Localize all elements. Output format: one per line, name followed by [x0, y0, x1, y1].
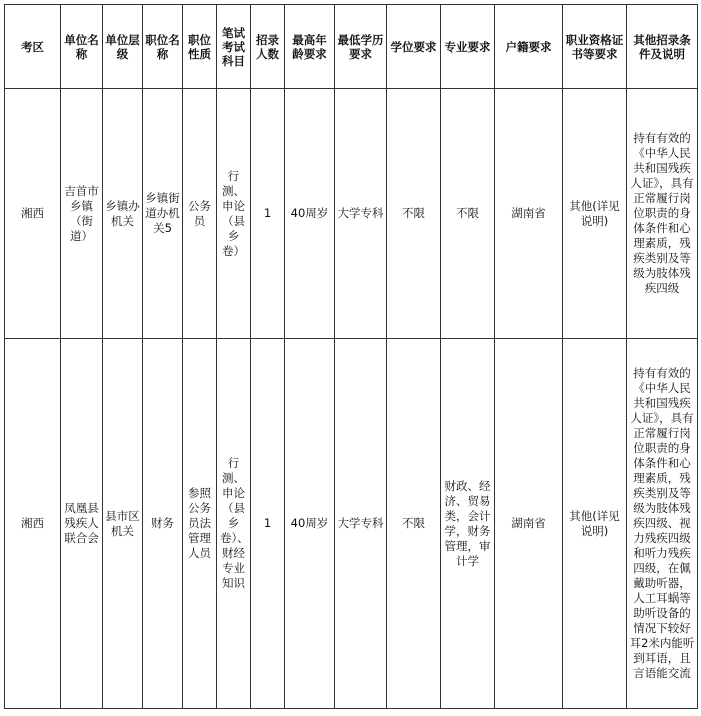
header-cell-major: 专业要求 — [441, 5, 495, 89]
cell-region: 湘西 — [5, 339, 61, 709]
cell-headcount: 1 — [251, 339, 285, 709]
cell-major: 财政、经济、贸易类，会计学，财务管理，审计学 — [441, 339, 495, 709]
header-cell-region: 考区 — [5, 5, 61, 89]
cell-max-age: 40周岁 — [285, 339, 335, 709]
cell-degree: 不限 — [387, 339, 441, 709]
header-cell-position-name: 职位名称 — [143, 5, 183, 89]
cell-exam-subjects: 行测、申论（县乡卷） — [217, 89, 251, 339]
cell-position-name: 乡镇街道办机关5 — [143, 89, 183, 339]
cell-position-name: 财务 — [143, 339, 183, 709]
recruitment-table — [4, 4, 698, 709]
cell-position-type: 参照公务员法管理人员 — [183, 339, 217, 709]
cell-min-education: 大学专科 — [335, 89, 387, 339]
cell-unit-level: 县市区机关 — [103, 339, 143, 709]
header-cell-unit-name: 单位名称 — [61, 5, 103, 89]
header-cell-position-type: 职位性质 — [183, 5, 217, 89]
header-cell-headcount: 招录人数 — [251, 5, 285, 89]
header-cell-other-conditions: 其他招录条件及说明 — [627, 5, 698, 89]
header-cell-min-education: 最低学历要求 — [335, 5, 387, 89]
cell-certificate: 其他(详见说明) — [563, 89, 627, 339]
header-cell-max-age: 最高年龄要求 — [285, 5, 335, 89]
cell-major: 不限 — [441, 89, 495, 339]
cell-position-type: 公务员 — [183, 89, 217, 339]
header-cell-degree: 学位要求 — [387, 5, 441, 89]
cell-headcount: 1 — [251, 89, 285, 339]
cell-min-education: 大学专科 — [335, 339, 387, 709]
cell-other-conditions: 持有有效的《中华人民共和国残疾人证》，具有正常履行岗位职责的身体条件和心理素质，残疾类别及等级为肢体残疾四级、视力残疾四级和听力残疾四级，在佩戴助听器，人工耳蜗等助听设备的情况下较好耳2米内能听到耳语，且言语能交流 — [627, 339, 698, 709]
cell-residence: 湖南省 — [495, 89, 563, 339]
header-cell-certificate: 职业资格证书等要求 — [563, 5, 627, 89]
cell-unit-level: 乡镇办机关 — [103, 89, 143, 339]
cell-region: 湘西 — [5, 89, 61, 339]
cell-unit-name: 凤凰县残疾人联合会 — [61, 339, 103, 709]
header-cell-residence: 户籍要求 — [495, 5, 563, 89]
cell-exam-subjects: 行测、申论（县乡卷）、财经专业知识 — [217, 339, 251, 709]
cell-certificate: 其他(详见说明) — [563, 339, 627, 709]
cell-other-conditions: 持有有效的《中华人民共和国残疾人证》，具有正常履行岗位职责的身体条件和心理素质，残疾类别及等级为肢体残疾四级 — [627, 89, 698, 339]
table-row — [5, 339, 698, 709]
cell-max-age: 40周岁 — [285, 89, 335, 339]
header-row — [5, 5, 698, 89]
cell-unit-name: 吉首市乡镇（街道） — [61, 89, 103, 339]
header-cell-exam-subjects: 笔试考试科目 — [217, 5, 251, 89]
cell-degree: 不限 — [387, 89, 441, 339]
table-row — [5, 89, 698, 339]
header-cell-unit-level: 单位层级 — [103, 5, 143, 89]
cell-residence: 湖南省 — [495, 339, 563, 709]
